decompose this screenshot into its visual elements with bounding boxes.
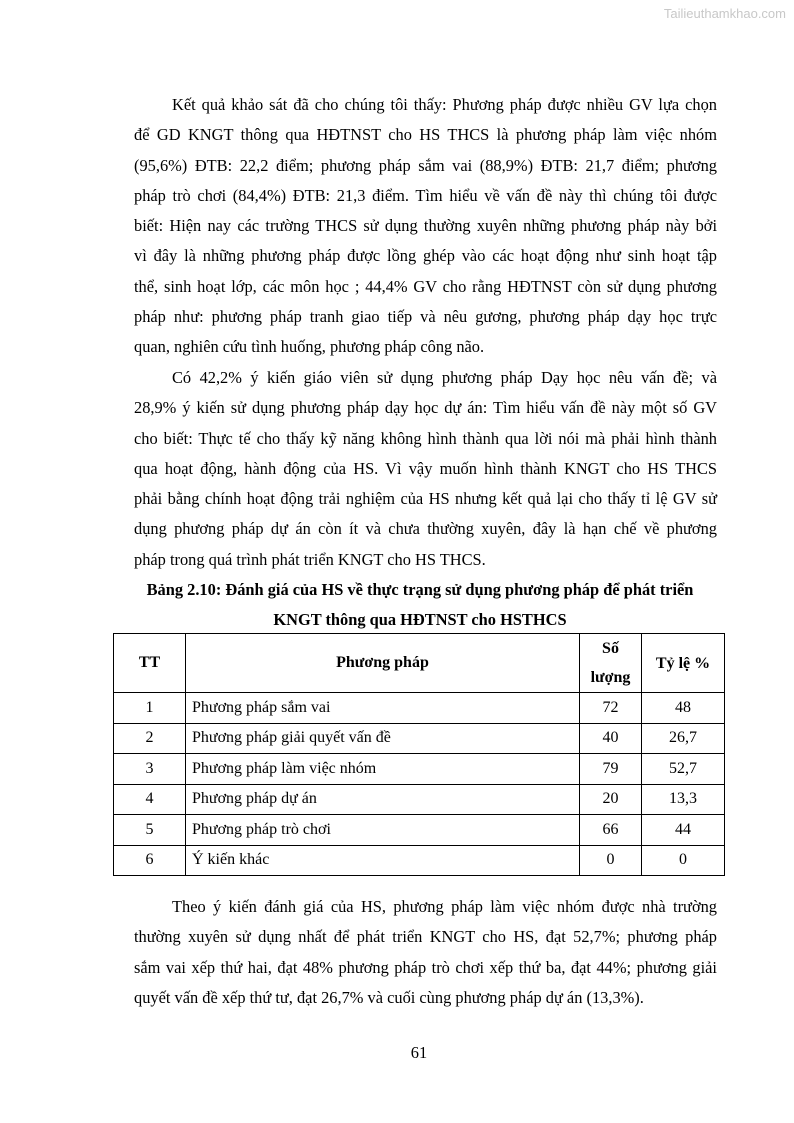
table-row [114, 845, 725, 876]
header-tt: TT [114, 634, 186, 693]
text-line: pháp trò chơi (84,4%) ĐTB: 21,3 điểm. Tìm hiểu về vấn đề này thì chúng tôi được [134, 185, 717, 205]
text-line: quyết vấn đề xếp thứ tư, đạt 26,7% và cuối cùng phương pháp dự án (13,3%). [134, 987, 644, 1007]
paragraph-2 [134, 363, 717, 575]
cell-method: Ý kiến khác [186, 845, 580, 876]
text-line: Có 42,2% ý kiến giáo viên sử dụng phương pháp Dạy học nêu vấn đề; và [172, 368, 717, 387]
header-method: Phương pháp [186, 634, 580, 693]
table-row [114, 693, 725, 724]
cell-method: Phương pháp sắm vai [186, 693, 580, 724]
text-line: sắm vai xếp thứ hai, đạt 48% phương pháp trò chơi xếp thứ ba, đạt 44%; phương giải [134, 957, 717, 977]
table-caption [100, 575, 740, 635]
table-row [114, 784, 725, 815]
text-line: vì đây là những phương pháp được lồng ghép vào các hoạt động như sinh hoạt tập [134, 246, 717, 266]
cell-count: 72 [580, 693, 642, 724]
cell-tt: 1 [114, 693, 186, 724]
cell-method: Phương pháp giải quyết vấn đề [186, 723, 580, 754]
text-line: qua hoạt động, hành động của HS. Vì vậy muốn hình thành KNGT cho HS THCS [134, 458, 717, 478]
cell-count: 20 [580, 784, 642, 815]
cell-rate: 13,3 [642, 784, 725, 815]
cell-method: Phương pháp dự án [186, 784, 580, 815]
cell-count: 79 [580, 754, 642, 785]
table-row [114, 723, 725, 754]
text-line: Kết quả khảo sát đã cho chúng tôi thấy: Phương pháp được nhiều GV lựa chọn [172, 95, 717, 114]
text-line: cho biết: Thực tế cho thấy kỹ năng không hình thành qua lời nói mà phải hình thành [134, 428, 717, 448]
text-line: 28,9% ý kiến sử dụng phương pháp dạy học dự án: Tìm hiểu vấn đề này một số GV [134, 398, 717, 418]
cell-method: Phương pháp làm việc nhóm [186, 754, 580, 785]
cell-tt: 5 [114, 815, 186, 846]
text-line: pháp như: phương pháp tranh giao tiếp và nêu gương, phương pháp dạy học trực [134, 307, 717, 327]
text-line: pháp trong quá trình phát triển KNGT cho HS THCS. [134, 549, 486, 569]
header-rate: Tỷ lệ % [642, 634, 725, 693]
text-line: dụng phương pháp dự án còn ít và chưa thường xuyên, đây là hạn chế về phương [134, 519, 717, 539]
cell-rate: 44 [642, 815, 725, 846]
cell-rate: 26,7 [642, 723, 725, 754]
paragraph-3 [134, 892, 717, 1013]
table-row [114, 754, 725, 785]
header-count: Số lượng [580, 634, 642, 693]
text-line: thường xuyên sử dụng nhất để phát triển KNGT cho HS, đạt 52,7%; phương pháp [134, 927, 717, 947]
text-line: quan, nghiên cứu tình huống, phương pháp công não. [134, 337, 485, 357]
page-number: 61 [410, 1043, 428, 1062]
cell-rate: 0 [642, 845, 725, 876]
cell-tt: 2 [114, 723, 186, 754]
text-line: Theo ý kiến đánh giá của HS, phương pháp làm việc nhóm được nhà trường [172, 897, 717, 916]
caption-line-2: KNGT thông qua HĐTNST cho HSTHCS [273, 610, 567, 629]
table-header-row [114, 634, 725, 693]
text-line: biết: Hiện nay các trường THCS sử dụng thường xuyên những phương pháp này bởi [134, 216, 717, 236]
methods-table [113, 633, 725, 876]
cell-count: 66 [580, 815, 642, 846]
paragraph-1 [134, 90, 717, 363]
text-line: (95,6%) ĐTB: 22,2 điểm; phương pháp sắm vai (88,9%) ĐTB: 21,7 điểm; phương [134, 155, 717, 175]
cell-method: Phương pháp trò chơi [186, 815, 580, 846]
text-line: thể, sinh hoạt lớp, các môn học ; 44,4% GV cho rằng HĐTNST còn sử dụng phương [134, 276, 717, 296]
cell-rate: 48 [642, 693, 725, 724]
cell-count: 40 [580, 723, 642, 754]
cell-count: 0 [580, 845, 642, 876]
cell-tt: 4 [114, 784, 186, 815]
cell-rate: 52,7 [642, 754, 725, 785]
text-line: phải bằng chính hoạt động trải nghiệm của HS nhưng kết quả lại cho thấy tỉ lệ GV sử [134, 489, 717, 509]
caption-line-1: Bảng 2.10: Đánh giá của HS về thực trạng sử dụng phương pháp để phát triển [146, 580, 694, 599]
cell-tt: 6 [114, 845, 186, 876]
text-line: để GD KNGT thông qua HĐTNST cho HS THCS là phương pháp làm việc nhóm [134, 125, 717, 145]
table-row [114, 815, 725, 846]
cell-tt: 3 [114, 754, 186, 785]
watermark: Tailieuthamkhao.com [663, 6, 786, 21]
